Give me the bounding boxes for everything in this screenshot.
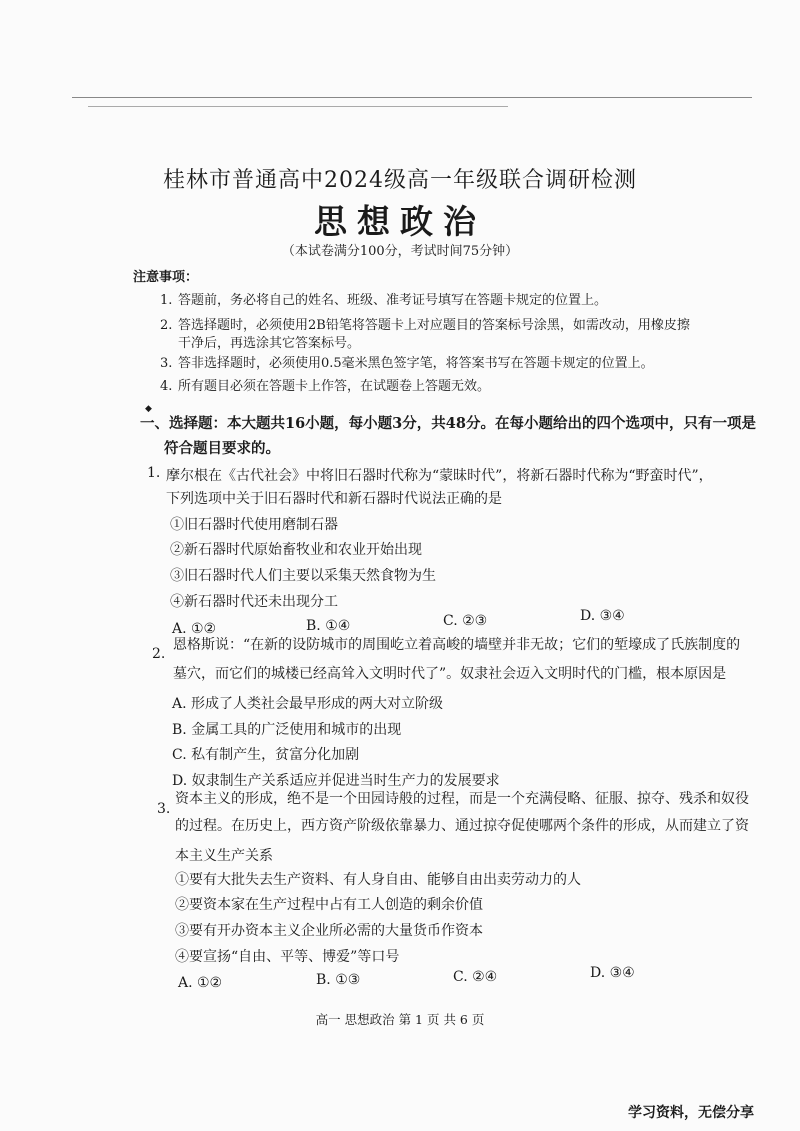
statement-item: ③要有开办资本主义企业所必需的大量货币作资本 [175,923,483,939]
page-footer: 高一 思想政治 第 1 页 共 6 页 [315,1012,485,1027]
note-item [160,289,607,308]
section-heading: 一、选择题：本大题共16小题，每小题3分，共48分。在每小题给出的四个选项中，只有一项是 [140,415,756,432]
note-number: 3. [160,356,173,371]
question-stem: 墓穴，而它们的城楼已经高耸入文明时代了”。奴隶社会迈入文明时代的门槛，根本原因是 [173,666,727,682]
answer-option: C. ②③ [443,613,488,629]
answer-option: B. ①③ [316,972,361,988]
question-stem: 恩格斯说：“在新的设防城市的周围屹立着高峻的墙壁并非无故；它们的堑壕成了氏族制度的 [173,637,741,653]
answer-option: D. ③④ [590,965,635,981]
note-text: 答选择题时，必须使用2B铅笔将答题卡上对应题目的答案标号涂黑，如需改动，用橡皮擦 [178,318,690,333]
answer-option: B. ①④ [306,618,351,634]
statement-item: ①要有大批失去生产资料、有人身自由、能够自由出卖劳动力的人 [175,872,581,888]
question-stem: 下列选项中关于旧石器时代和新石器时代说法正确的是 [166,491,502,507]
subject-title: 思想政治 [314,202,486,241]
answer-option: D. 奴隶制生产关系适应并促进当时生产力的发展要求 [172,773,500,789]
answer-option: D. ③④ [580,608,625,624]
answer-option: A. ①② [172,621,217,637]
question-stem: 资本主义的形成，绝不是一个田园诗般的过程，而是一个充满侵略、征服、掠夺、残杀和奴役 [175,791,749,807]
answer-option: B. 金属工具的广泛使用和城市的出现 [172,722,402,738]
statement-item: ②新石器时代原始畜牧业和农业开始出现 [170,542,422,558]
scan-speck: ◆ [145,404,152,414]
note-item [160,375,490,394]
answer-option: C. ②④ [453,969,498,985]
scan-artifact-line [72,97,752,98]
note-text: 答非选择题时，必须使用0.5毫米黑色签字笔，将答案书写在答题卡规定的位置上。 [178,356,654,371]
question-number: 2. [152,646,166,662]
scan-artifact-line [88,106,508,107]
note-text: 答题前，务必将自己的姓名、班级、准考证号填写在答题卡规定的位置上。 [178,293,608,308]
note-text: 所有题目必须在答题卡上作答，在试题卷上答题无效。 [178,379,491,394]
answer-option: A. 形成了人类社会最早形成的两大对立阶级 [172,696,444,712]
question-number: 1. [147,465,161,481]
exam-meta: （本试卷满分100分，考试时间75分钟） [281,244,519,259]
note-number: 2. [160,318,173,333]
section-heading-cont: 符合题目要求的。 [164,440,280,457]
answer-option: A. ①② [178,975,223,991]
note-item [160,314,690,333]
statement-item: ②要资本家在生产过程中占有工人创造的剩余价值 [175,897,483,913]
notes-label: 注意事项： [133,270,199,285]
note-number: 4. [160,379,173,394]
note-item [160,352,654,371]
exam-title: 桂林市普通高中2024级高一年级联合调研检测 [163,168,637,193]
question-stem: 本主义生产关系 [175,848,273,864]
statement-item: ①旧石器时代使用磨制石器 [170,517,338,533]
question-stem: 摩尔根在《古代社会》中将旧石器时代称为“蒙昧时代”，将新石器时代称为“野蛮时代”， [166,468,713,484]
note-number: 1. [160,293,173,308]
statement-item: ④要宣扬“自由、平等、博爱”等口号 [175,949,400,965]
answer-option: C. 私有制产生，贫富分化加剧 [172,747,360,763]
question-number: 3. [157,801,171,817]
share-watermark: 学习资料，无偿分享 [628,1105,754,1121]
statement-item: ④新石器时代还未出现分工 [170,594,338,610]
note-continuation: 干净后，再选涂其它答案标号。 [178,336,361,351]
question-stem: 的过程。在历史上，西方资产阶级依靠暴力、通过掠夺促使哪两个条件的形成，从而建立了资 [175,818,749,834]
statement-item: ③旧石器时代人们主要以采集天然食物为生 [170,568,436,584]
